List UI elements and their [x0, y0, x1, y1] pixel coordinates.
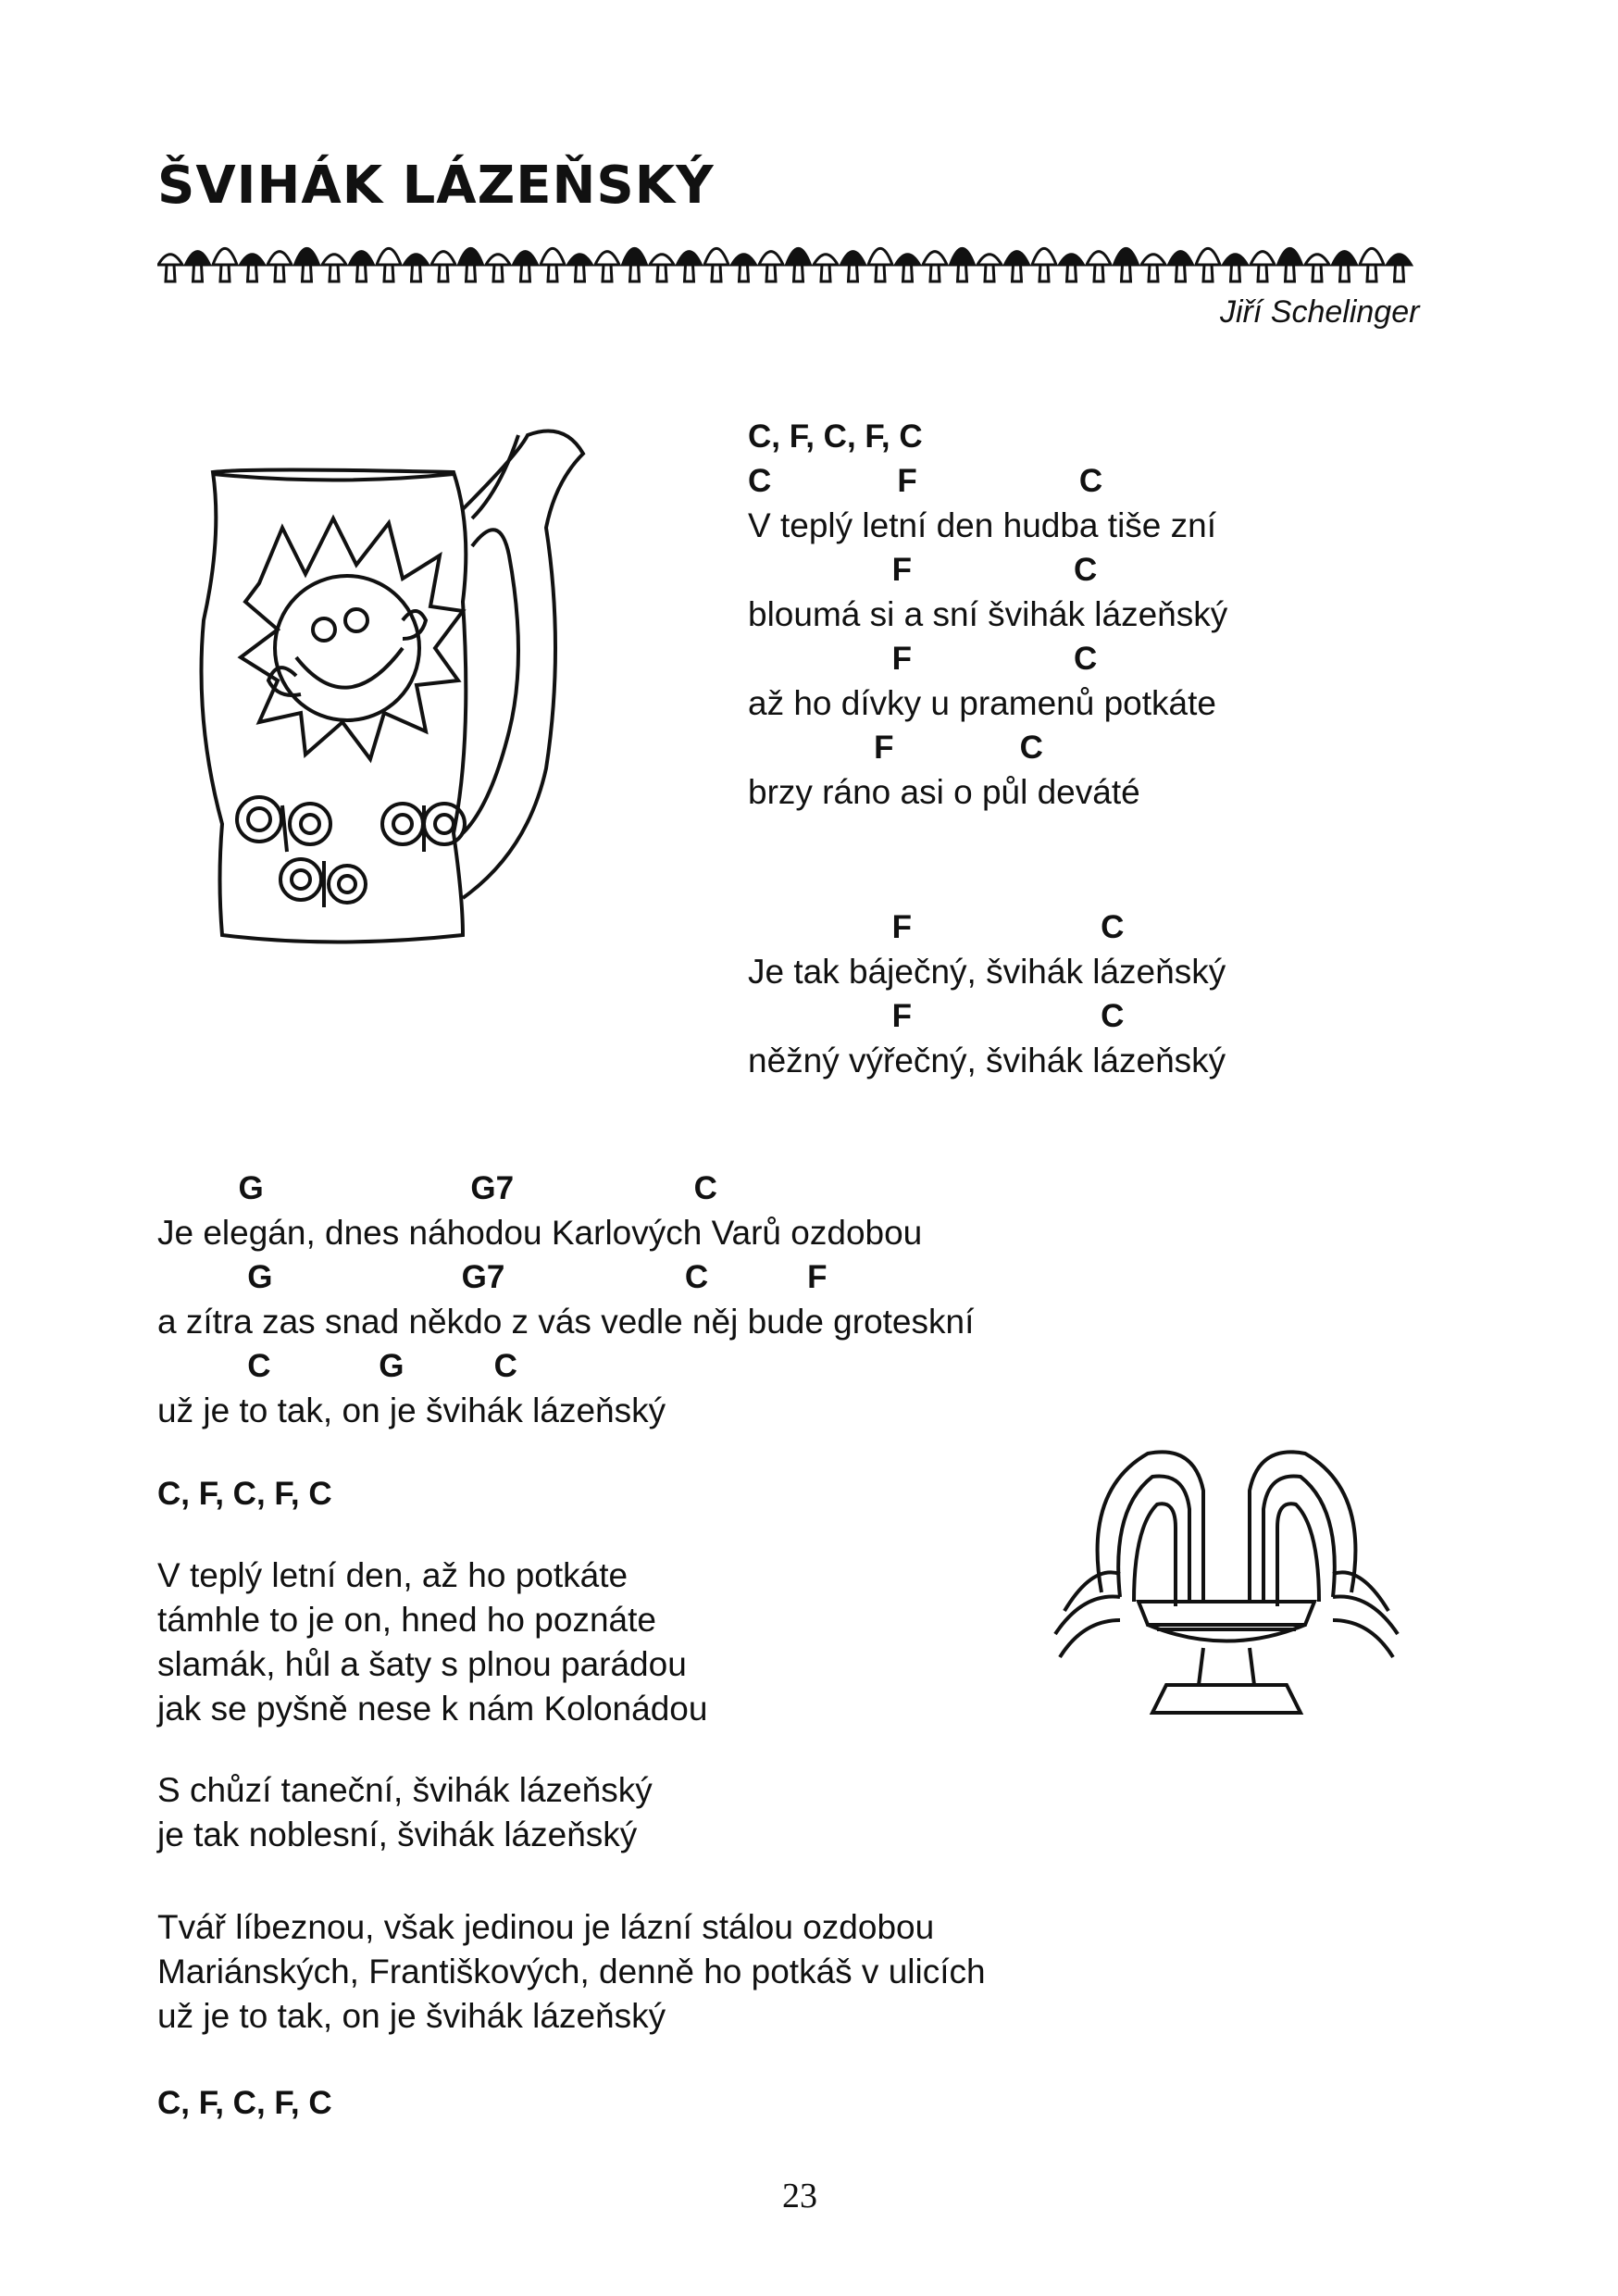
- song-author: Jiří Schelinger: [1220, 294, 1420, 330]
- chorus1-chords-1: F C: [748, 909, 1125, 945]
- page-number: 23: [782, 2177, 817, 2215]
- bridge2-line-3: už je to tak, on je švihák lázeňský: [157, 1997, 666, 2035]
- verse2-line-1: V teplý letní den, až ho potkáte: [157, 1556, 629, 1594]
- verse1-line-1: V teplý letní den hudba tiše zní: [748, 506, 1217, 544]
- bridge1-chords-2: G G7 C F: [157, 1259, 828, 1295]
- verse1-line-3: až ho dívky u pramenů potkáte: [748, 684, 1216, 722]
- chorus2-line-2: je tak noblesní, švihák lázeňský: [157, 1816, 638, 1853]
- outro-chords: C, F, C, F, C: [157, 2085, 332, 2121]
- verse2-line-2: támhle to je on, hned ho poznáte: [157, 1601, 656, 1639]
- intro-chords: C, F, C, F, C: [748, 418, 923, 455]
- chorus2-line-1: S chůzí taneční, švihák lázeňský: [157, 1771, 653, 1809]
- verse1-line-4: brzy ráno asi o půl deváté: [748, 773, 1140, 811]
- mid-chords: C, F, C, F, C: [157, 1476, 332, 1512]
- verse2-line-3: slamák, hůl a šaty s plnou parádou: [157, 1645, 687, 1683]
- spa-fountain-illustration-icon: [1046, 1435, 1407, 1731]
- song-title: ŠVIHÁK LÁZEŇSKÝ: [157, 156, 715, 216]
- verse1-chords-1: C F C: [748, 463, 1103, 499]
- verse1-chords-2: F C: [748, 552, 1098, 588]
- verse2-line-4: jak se pyšně nese k nám Kolonádou: [157, 1690, 708, 1728]
- bridge2-line-2: Mariánských, Františkových, denně ho potkáš v ulicích: [157, 1953, 986, 1990]
- bridge1-line-1: Je elegán, dnes náhodou Karlových Varů ozdobou: [157, 1214, 923, 1252]
- mushroom-border-icon: [157, 233, 1435, 289]
- bridge1-line-2: a zítra zas snad někdo z vás vedle něj bude groteskní: [157, 1303, 975, 1341]
- verse1-chords-3: F C: [748, 641, 1098, 677]
- bridge2-line-1: Tvář líbeznou, však jedinou je lázní stálou ozdobou: [157, 1908, 935, 1946]
- chorus1-chords-2: F C: [748, 998, 1125, 1034]
- bridge1-chords-1: G G7 C: [157, 1170, 717, 1206]
- spa-cup-illustration-icon: [194, 417, 685, 954]
- verse1-chords-4: F C: [748, 730, 1043, 766]
- bridge1-chords-3: C G C: [157, 1348, 517, 1384]
- chorus1-line-1: Je tak báječný, švihák lázeňský: [748, 953, 1226, 991]
- verse1-line-2: bloumá si a sní švihák lázeňský: [748, 595, 1228, 633]
- chorus1-line-2: něžný výřečný, švihák lázeňský: [748, 1042, 1226, 1079]
- bridge1-line-3: už je to tak, on je švihák lázeňský: [157, 1391, 666, 1429]
